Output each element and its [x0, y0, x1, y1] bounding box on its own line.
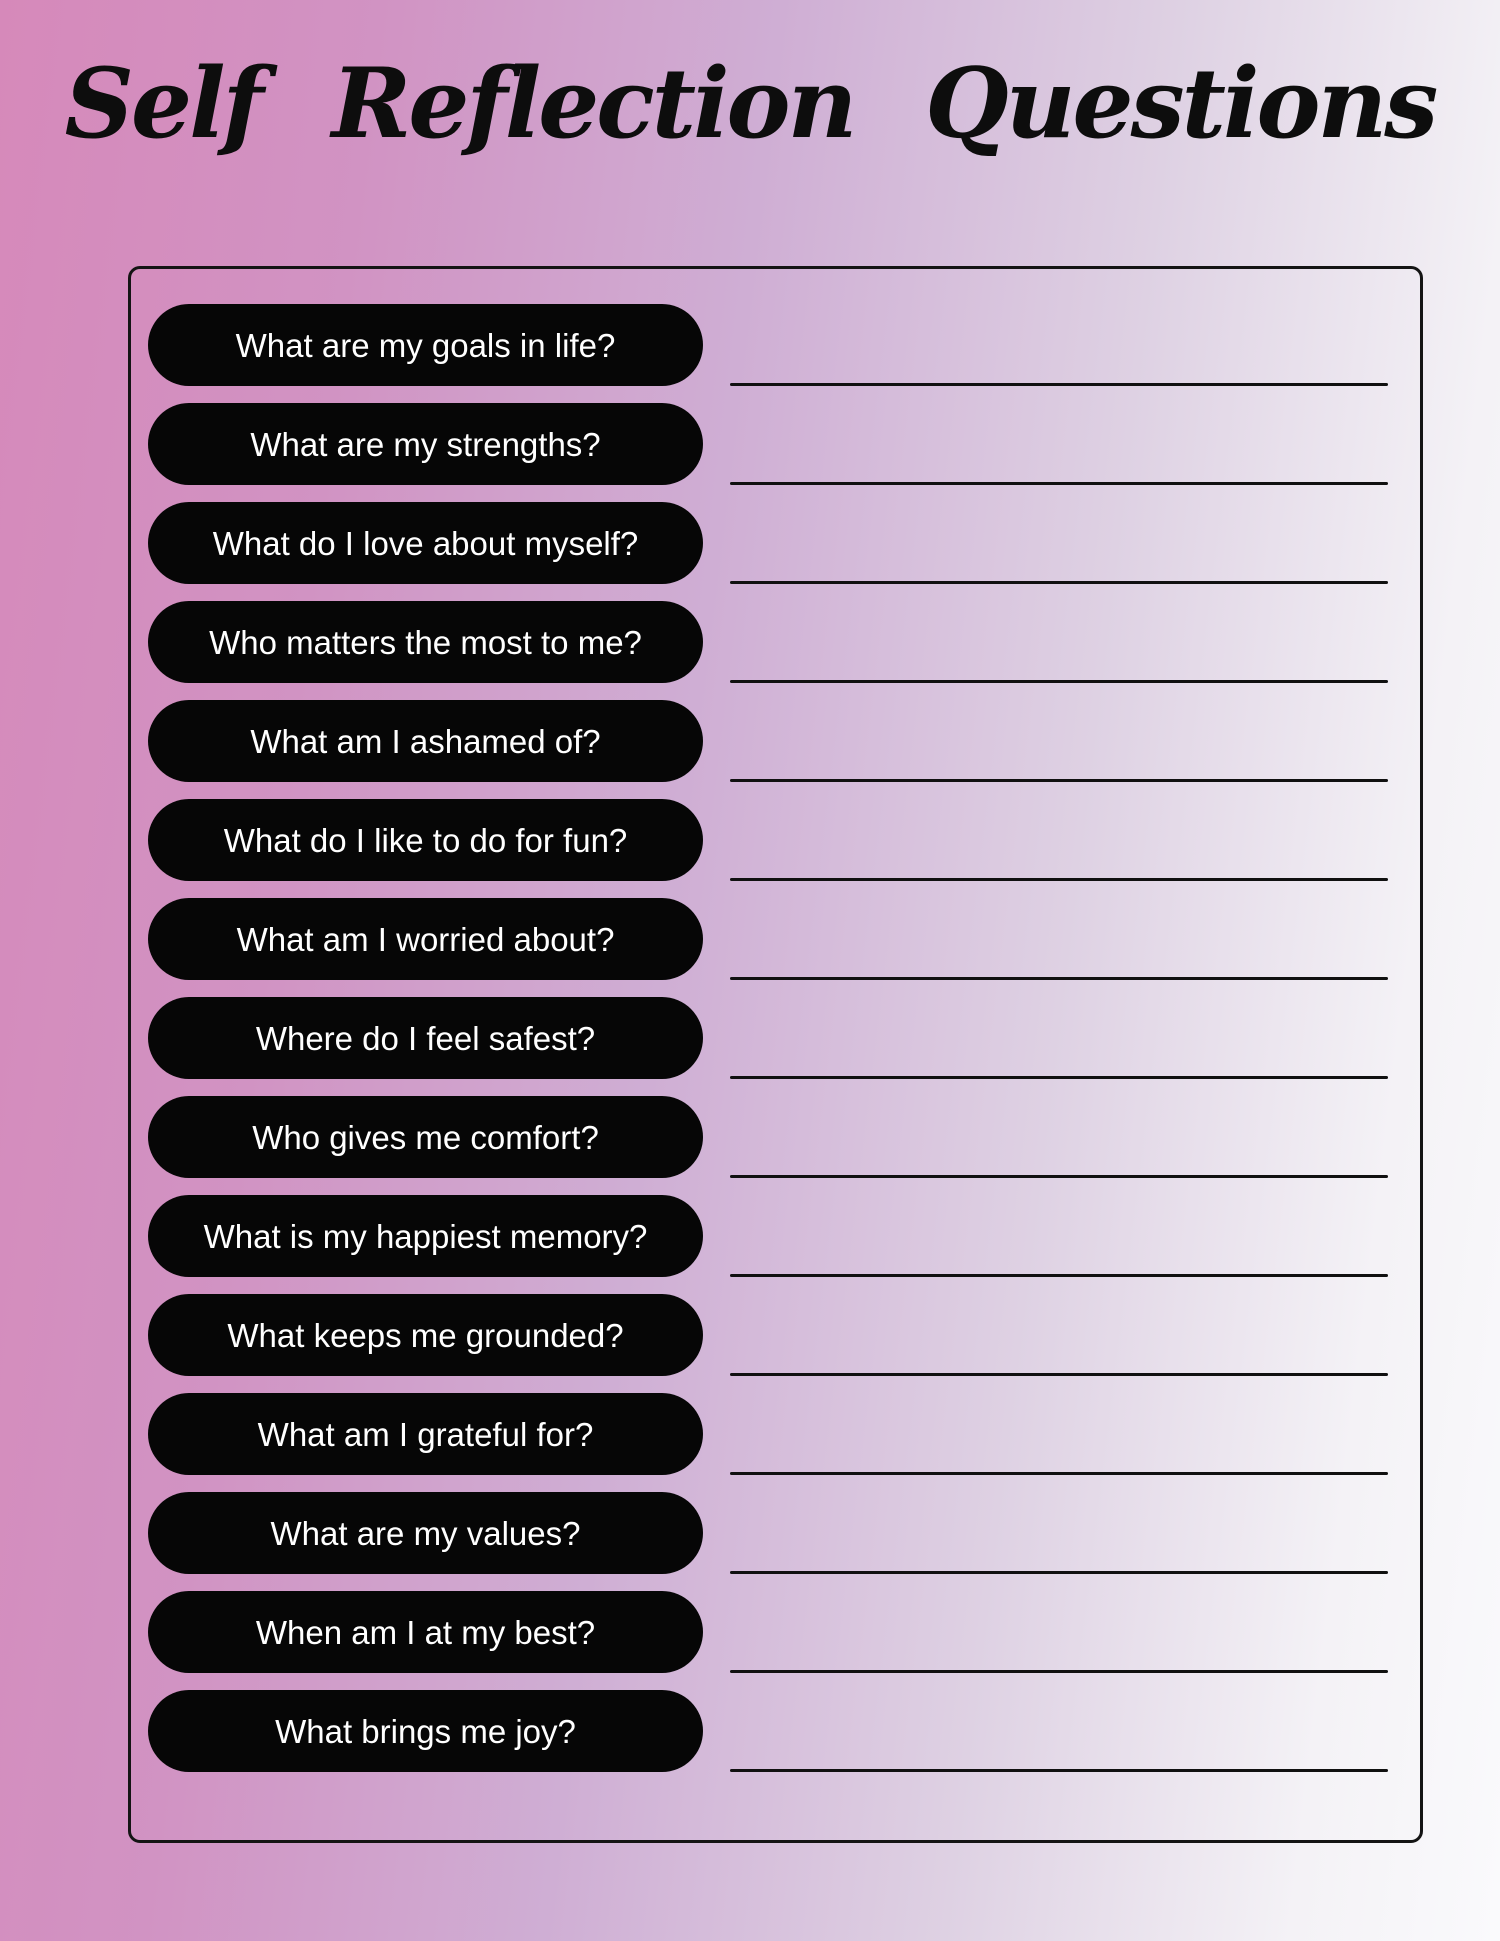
question-label: What keeps me grounded? [227, 1316, 624, 1354]
question-pill [148, 700, 703, 782]
answer-line[interactable] [730, 1472, 1388, 1475]
question-pill [148, 502, 703, 584]
question-row [131, 1492, 1420, 1574]
question-label: What is my happiest memory? [203, 1217, 648, 1255]
questions-panel [128, 266, 1423, 1843]
question-label: When am I at my best? [255, 1613, 596, 1651]
answer-line[interactable] [730, 1274, 1388, 1277]
question-rows [131, 269, 1420, 1772]
question-pill [148, 898, 703, 980]
question-row [131, 898, 1420, 980]
answer-line[interactable] [730, 1670, 1388, 1673]
question-label: What are my strengths? [250, 425, 601, 463]
question-pill [148, 1591, 703, 1673]
page-title: Self Reflection Questions [64, 47, 1436, 160]
question-row [131, 502, 1420, 584]
answer-line[interactable] [730, 581, 1388, 584]
answer-line[interactable] [730, 1076, 1388, 1079]
question-pill [148, 997, 703, 1079]
question-row [131, 403, 1420, 485]
question-pill [148, 1492, 703, 1574]
answer-line[interactable] [730, 779, 1388, 782]
question-row [131, 1294, 1420, 1376]
question-pill [148, 1294, 703, 1376]
question-label: What are my values? [270, 1514, 581, 1552]
question-pill [148, 799, 703, 881]
question-label: Where do I feel safest? [255, 1019, 596, 1057]
question-label: What am I worried about? [236, 920, 615, 958]
answer-line[interactable] [730, 482, 1388, 485]
question-pill [148, 1690, 703, 1772]
question-row [131, 1690, 1420, 1772]
question-row [131, 1393, 1420, 1475]
question-row [131, 1591, 1420, 1673]
answer-line[interactable] [730, 977, 1388, 980]
question-row [131, 700, 1420, 782]
question-label: What brings me joy? [275, 1712, 576, 1750]
question-pill [148, 304, 703, 386]
question-label: What do I love about myself? [212, 524, 639, 562]
answer-line[interactable] [730, 680, 1388, 683]
question-label: What am I grateful for? [257, 1415, 594, 1453]
question-row [131, 601, 1420, 683]
question-pill [148, 1393, 703, 1475]
question-pill [148, 601, 703, 683]
answer-line[interactable] [730, 1571, 1388, 1574]
question-label: Who gives me comfort? [252, 1118, 599, 1156]
answer-line[interactable] [730, 878, 1388, 881]
question-label: What are my goals in life? [235, 326, 616, 364]
question-row [131, 1195, 1420, 1277]
question-label: What do I like to do for fun? [223, 821, 628, 859]
answer-line[interactable] [730, 383, 1388, 386]
question-pill [148, 1195, 703, 1277]
question-label: Who matters the most to me? [209, 623, 642, 661]
answer-line[interactable] [730, 1769, 1388, 1772]
question-row [131, 799, 1420, 881]
answer-line[interactable] [730, 1175, 1388, 1178]
answer-line[interactable] [730, 1373, 1388, 1376]
question-label: What am I ashamed of? [250, 722, 601, 760]
question-row [131, 997, 1420, 1079]
question-pill [148, 1096, 703, 1178]
question-row [131, 304, 1420, 386]
question-pill [148, 403, 703, 485]
question-row [131, 1096, 1420, 1178]
